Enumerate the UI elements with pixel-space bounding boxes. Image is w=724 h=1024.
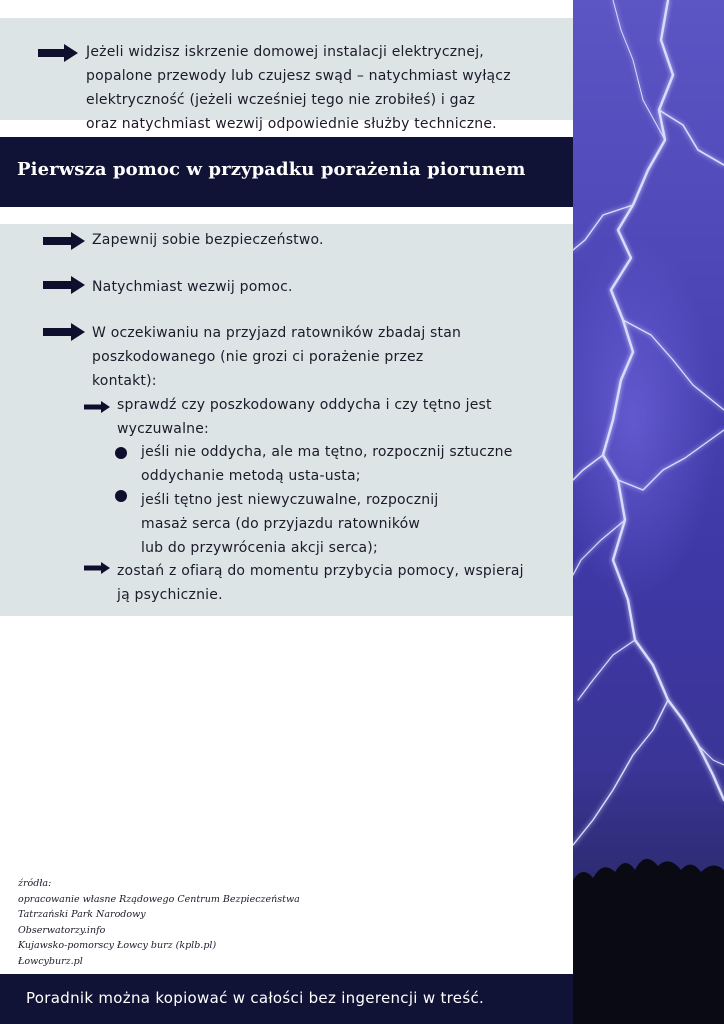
small-arrow-right-icon [84,401,110,413]
bullet-line: oddychanie metodą usta-usta; [141,468,361,484]
arrow-right-icon [38,44,78,62]
intro-note-line: popalone przewody lub czujesz swąd – natychmiast wyłącz [86,68,511,84]
bullet-icon [115,447,127,459]
sub-step-line: zostań z ofiarą do momentu przybycia pomocy, wspieraj [117,563,524,579]
bullet-no-breathing [141,440,513,488]
bullet-no-pulse [141,488,439,560]
source-item: Kujawsko-pomorscy Łowcy burz (kplb.pl) [18,940,217,951]
arrow-right-icon [43,323,85,341]
intro-note-box [0,18,573,132]
bullet-line: jeśli tętno jest niewyczuwalne, rozpocznij [141,492,439,508]
copy-notice: Poradnik można kopiować w całości bez ingerencji w treść. [26,989,485,1007]
section-title: Pierwsza pomoc w przypadku porażenia piorunem [17,159,526,180]
source-item: opracowanie własne Rządowego Centrum Bezpieczeństwa [18,893,300,905]
sources-list [18,876,338,969]
source-item: Tatrzański Park Narodowy [18,909,146,920]
footer-bar [0,974,573,1024]
sources-heading: źródła: [18,878,52,889]
first-aid-steps-box [0,224,573,616]
bullet-icon [115,490,127,502]
sub-step-line: sprawdź czy poszkodowany oddycha i czy tętno jest [117,397,492,413]
step-3-line: kontakt): [92,373,157,389]
step-1: Zapewnij sobie bezpieczeństwo. [92,232,324,248]
lightning-photo [573,0,724,1024]
bullet-line: jeśli nie oddycha, ale ma tętno, rozpocznij sztuczne [141,444,513,460]
arrow-right-icon [43,276,85,294]
arrow-right-icon [43,232,85,250]
intro-note-line: oraz natychmiast wezwij odpowiednie służby techniczne. [86,116,497,132]
intro-note-line: Jeżeli widzisz iskrzenie domowej instalacji elektrycznej, [86,44,484,60]
small-arrow-right-icon [84,562,110,574]
sub-step-line: ją psychicznie. [117,587,223,603]
intro-note-line: elektryczność (jeżeli wcześniej tego nie zrobiłeś) i gaz [86,92,476,108]
lightning-bolt-graphic [573,0,724,1024]
source-item: Obserwatorzy.info [18,924,106,936]
intro-note-text [86,40,556,136]
source-item: Łowcyburz.pl [18,955,83,967]
bullet-line: masaż serca (do przyjazdu ratowników [141,516,421,532]
step-3-line: W oczekiwaniu na przyjazd ratowników zbadaj stan [92,325,462,341]
sub-step-check-breathing [117,393,492,441]
step-2: Natychmiast wezwij pomoc. [92,279,293,295]
section-header [0,137,573,207]
step-3-line: poszkodowanego (nie grozi ci porażenie przez [92,349,424,365]
sub-step-line: wyczuwalne: [117,421,209,437]
step-3 [92,321,461,393]
bullet-line: lub do przywrócenia akcji serca); [141,540,378,556]
sub-step-stay-with-victim [117,559,524,607]
